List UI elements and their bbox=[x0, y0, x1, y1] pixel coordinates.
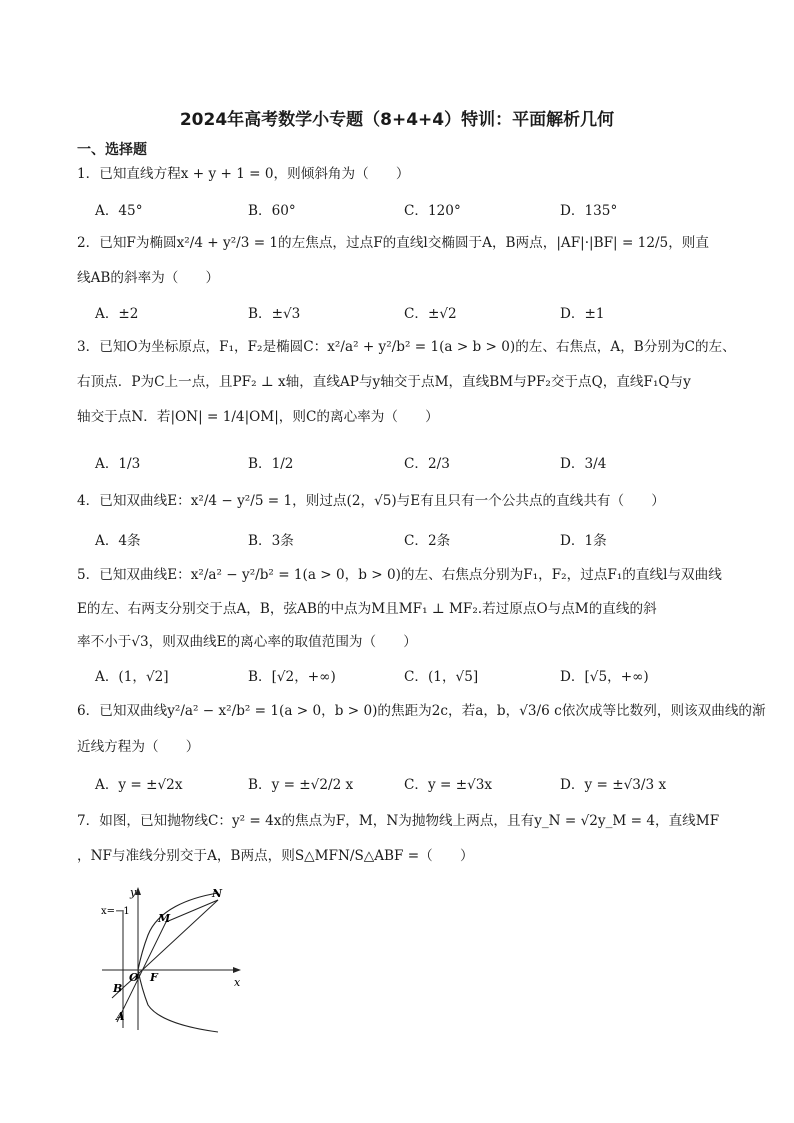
label-b: B bbox=[113, 982, 123, 995]
question-2-option-a: A．±2 bbox=[95, 306, 139, 322]
label-a: A bbox=[116, 1010, 125, 1023]
question-5-option-a: A．(1，√2] bbox=[95, 669, 169, 685]
question-3-option-d: D．3/4 bbox=[560, 456, 607, 472]
label-f: F bbox=[150, 971, 158, 984]
label-m: M bbox=[158, 912, 171, 925]
question-6-line-2: 近线方程为（ ） bbox=[77, 739, 200, 755]
question-4-option-c: C．2条 bbox=[404, 533, 451, 549]
question-6-option-d: D．y = ±√3/3 x bbox=[560, 777, 667, 793]
question-3-line-2: 右顶点．P为C上一点，且PF₂ ⊥ x轴，直线AP与y轴交于点M，直线BM与PF₂交于点Q，直线F₁Q与y bbox=[77, 374, 691, 390]
question-4-line-1: 4．已知双曲线E：x²/4 − y²/5 = 1，则过点(2，√5)与E有且只有一个公共点的直线共有（ ） bbox=[77, 493, 665, 509]
question-5-line-3: 率不小于√3，则双曲线E的离心率的取值范围为（ ） bbox=[77, 634, 417, 650]
question-7-line-2: ，NF与准线分别交于A，B两点，则S△MFN/S△ABF =（ ） bbox=[77, 848, 474, 864]
label-y: y bbox=[130, 886, 137, 899]
question-7-line-1: 7．如图，已知抛物线C：y² = 4x的焦点为F，M，N为抛物线上两点，且有y_N = √2y_M = 4，直线MF bbox=[77, 813, 720, 829]
question-6-option-a: A．y = ±√2x bbox=[95, 777, 183, 793]
question-3-option-b: B．1/2 bbox=[248, 456, 294, 472]
question-3-line-1: 3．已知O为坐标原点，F₁，F₂是椭圆C：x²/a² + y²/b² = 1(a > b > 0)的左、右焦点，A，B分别为C的左、 bbox=[77, 339, 736, 355]
question-3-option-c: C．2/3 bbox=[404, 456, 450, 472]
question-1-option-a: A．45° bbox=[95, 203, 143, 219]
question-4-option-b: B．3条 bbox=[248, 533, 294, 549]
section-heading: 一、选择题 bbox=[77, 142, 147, 158]
question-1-option-d: D．135° bbox=[560, 203, 618, 219]
x-axis-arrow bbox=[233, 967, 241, 973]
question-1-option-c: C．120° bbox=[404, 203, 461, 219]
question-2-option-c: C．±√2 bbox=[404, 306, 457, 322]
question-6-option-c: C．y = ±√3x bbox=[404, 777, 493, 793]
line-mf bbox=[117, 922, 166, 1022]
question-5-line-2: E的左、右两支分别交于点A，B，弦AB的中点为M且MF₁ ⊥ MF₂.若过原点O与点M的直线的斜 bbox=[77, 601, 657, 617]
question-2-option-b: B．±√3 bbox=[248, 306, 301, 322]
question-1-option-b: B．60° bbox=[248, 203, 296, 219]
question-6-option-b: B．y = ±√2/2 x bbox=[248, 777, 354, 793]
question-5-option-c: C．(1，√5] bbox=[404, 669, 479, 685]
question-6-line-1: 6．已知双曲线y²/a² − x²/b² = 1(a > 0，b > 0)的焦距为2c，若a，b，√3/6 c依次成等比数列，则该双曲线的渐 bbox=[77, 703, 766, 719]
label-n: N bbox=[212, 887, 223, 900]
label-directrix: x=−1 bbox=[101, 906, 130, 917]
question-5-option-d: D．[√5，+∞) bbox=[560, 669, 649, 685]
label-o: O bbox=[129, 971, 139, 984]
segment-mn bbox=[166, 900, 218, 922]
question-4-option-d: D．1条 bbox=[560, 533, 607, 549]
question-4-option-a: A．4条 bbox=[95, 533, 141, 549]
question-3-line-3: 轴交于点N．若|ON| = 1/4|OM|，则C的离心率为（ ） bbox=[77, 409, 439, 425]
question-2-line-2: 线AB的斜率为（ ） bbox=[77, 270, 220, 286]
question-2-line-1: 2．已知F为椭圆x²/4 + y²/3 = 1的左焦点，过点F的直线l交椭圆于A，B两点，|AF|·|BF| = 12/5，则直 bbox=[77, 235, 709, 251]
page-title: 2024年高考数学小专题（8+4+4）特训：平面解析几何 bbox=[179, 110, 615, 130]
question-3-option-a: A．1/3 bbox=[95, 456, 141, 472]
question-5-option-b: B．[√2，+∞) bbox=[248, 669, 336, 685]
question-5-line-1: 5．已知双曲线E：x²/a² − y²/b² = 1(a > 0，b > 0)的左、右焦点分别为F₁，F₂，过点F₁的直线l与双曲线 bbox=[77, 567, 722, 583]
question-1-line-1: 1．已知直线方程x + y + 1 = 0，则倾斜角为（ ） bbox=[77, 166, 410, 182]
label-x: x bbox=[234, 976, 241, 989]
parabola-figure bbox=[98, 880, 258, 1035]
question-2-option-d: D．±1 bbox=[560, 306, 605, 322]
